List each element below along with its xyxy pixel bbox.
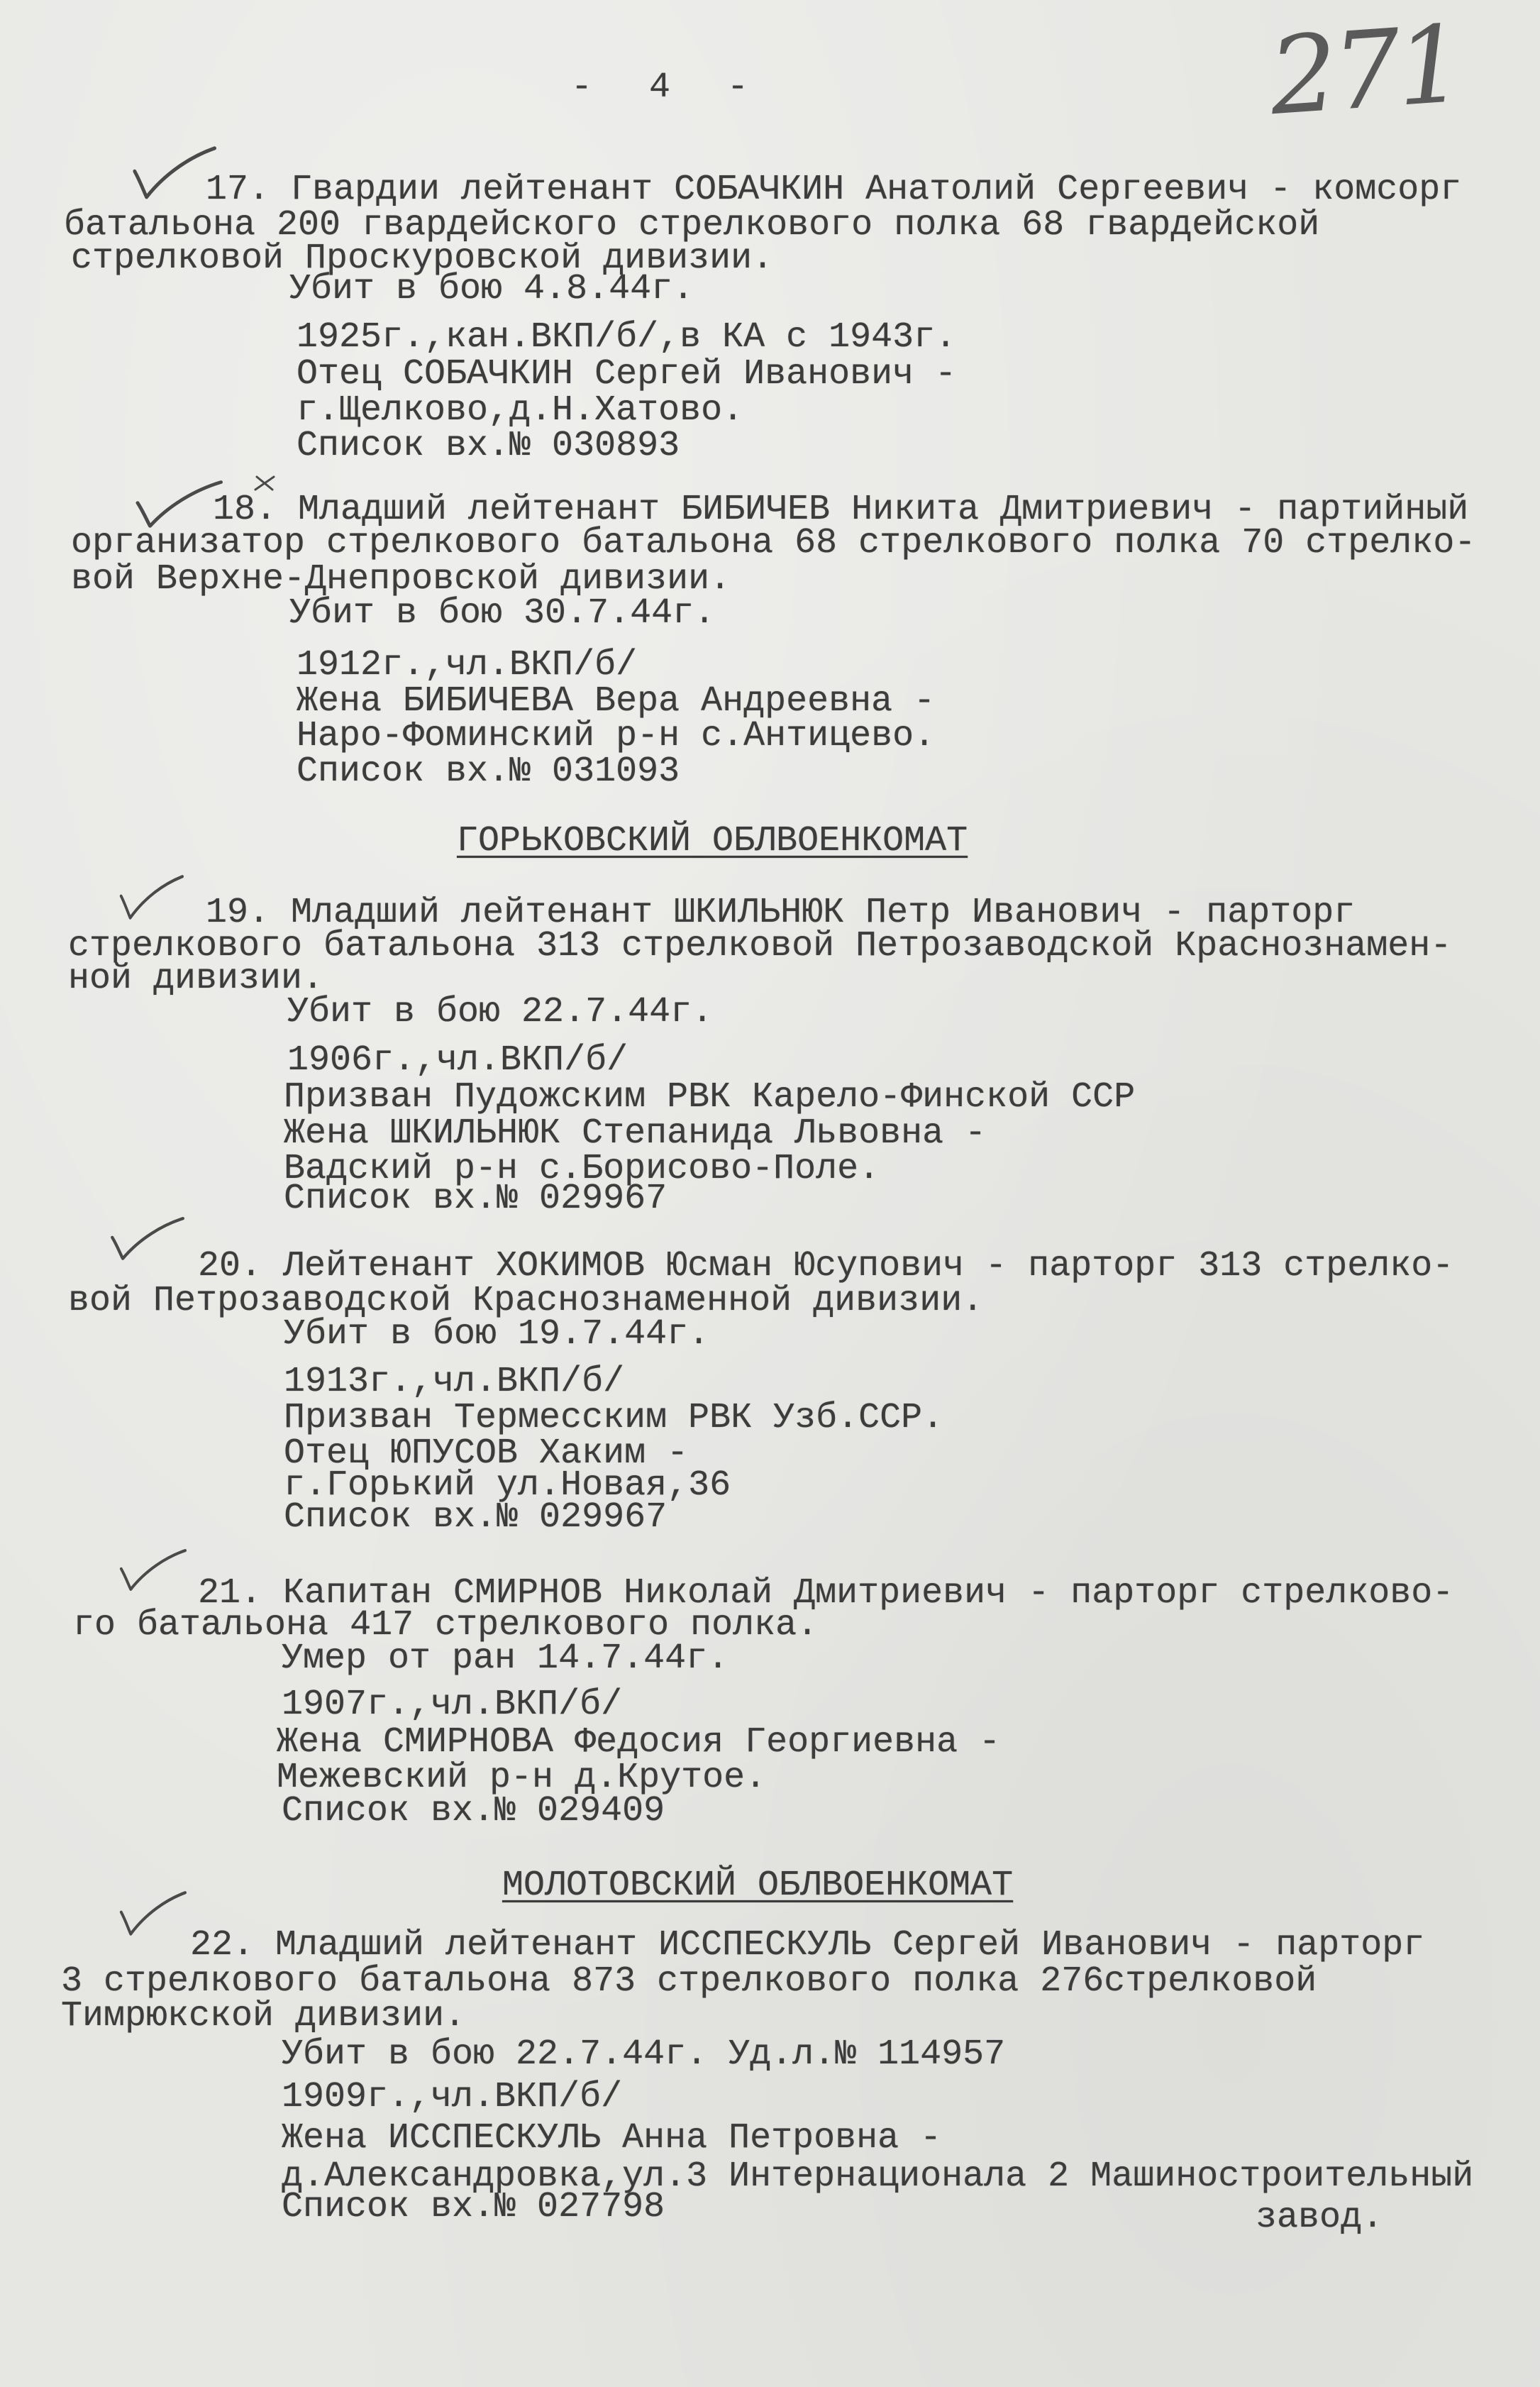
entry-20-relative: Отец ЮПУСОВ Хаким - [284,1433,689,1474]
section-heading-molotov: МОЛОТОВСКИЙ ОБЛВОЕНКОМАТ [502,1865,1014,1906]
entry-18-relative: Жена БИБИЧЕВА Вера Андреевна - [297,681,936,722]
entry-18-address: Наро-Фоминский р-н с.Антицево. [297,716,936,756]
entry-21-death: Умер от ран 14.7.44г. [282,1638,729,1679]
entry-19-line-3: ной дивизии. [68,959,324,999]
section-heading-gorky: ГОРЬКОВСКИЙ ОБЛВОЕНКОМАТ [457,821,968,861]
page-number: - 4 - [571,67,749,108]
entry-22-address-continued: завод. [1256,2198,1384,2238]
entry-20-death: Убит в бою 19.7.44г. [284,1314,710,1355]
entry-18-death: Убит в бою 30.7.44г. [289,593,716,634]
entry-18-line-3: вой Верхне-Днепровской дивизии. [71,559,731,600]
entry-17-relative: Отец СОБАЧКИН Сергей Иванович - [297,354,957,395]
entry-19-address: Вадский р-н с.Борисово-Поле. [284,1149,880,1189]
entry-19-birth-party: 1906г.,чл.ВКП/б/ [287,1040,628,1081]
entry-21-relative: Жена СМИРНОВА Федосия Георгиевна - [277,1722,1001,1763]
entry-20-address: г.Горький ул.Новая,36 [284,1465,731,1506]
entry-17-line-3: стрелковой Проскуровской дивизии. [71,238,774,279]
entry-22-line-1: 22. Младший лейтенант ИССПЕСКУЛЬ Сергей Иванович - парторг [190,1925,1425,1966]
entry-18-line-2: организатор стрелкового батальона 68 стрелкового полка 70 стрелко- [71,523,1476,563]
entry-19-list-number: Список вх.№ 029967 [284,1179,667,1219]
entry-17-list-number: Список вх.№ 030893 [297,426,680,466]
entry-20-line-2: вой Петрозаводской Краснознаменной дивизии. [68,1281,984,1321]
entry-19-conscription: Призван Пудожским РВК Карело-Финской ССР [284,1077,1136,1118]
entry-18-line-1: 18. Младший лейтенант БИБИЧЕВ Никита Дмитриевич - партийный [213,490,1469,530]
entry-21-line-2: го батальона 417 стрелкового полка. [73,1605,819,1645]
entry-22-line-2: 3 стрелкового батальона 873 стрелкового полка 276стрелковой [61,1961,1317,2002]
entry-17-birth-party: 1925г.,кан.ВКП/б/,в КА с 1943г. [297,317,957,358]
checkmark-icon [118,1890,187,1937]
entry-18-list-number: Список вх.№ 031093 [297,751,680,792]
archive-number: 271 [1265,2,1465,140]
entry-17-line-2: батальона 200 гвардейского стрелкового полка 68 гвардейской [64,205,1320,246]
checkmark-icon [118,1548,187,1592]
entry-19-death: Убит в бою 22.7.44г. [287,992,714,1032]
entry-20-conscription: Призван Термесским РВК Узб.ССР. [284,1398,944,1438]
entry-19-relative: Жена ШКИЛЬНЮК Степанида Львовна - [284,1113,987,1154]
entry-22-death: Убит в бою 22.7.44г. Уд.л.№ 114957 [282,2034,1006,2075]
checkmark-icon [109,1216,184,1262]
checkmark-icon [131,145,216,201]
entry-17-address: г.Щелково,д.Н.Хатово. [297,390,744,431]
entry-17-death: Убит в бою 4.8.44г. [289,269,694,309]
entry-22-birth-party: 1909г.,чл.ВКП/б/ [282,2077,623,2117]
checkmark-icon [134,480,223,529]
checkmark-icon [118,874,184,921]
entry-22-line-3: Тимрюкской дивизии. [61,1996,466,2036]
entry-21-address: Межевский р-н д.Крутое. [277,1758,767,1798]
entry-21-list-number: Список вх.№ 029409 [282,1791,665,1831]
entry-22-address: д.Александровка,ул.3 Интернационала 2 Машиностроительный [282,2156,1474,2197]
entry-19-line-1: 19. Младший лейтенант ШКИЛЬНЮК Петр Иванович - парторг [206,893,1356,933]
entry-22-relative: Жена ИССПЕСКУЛЬ Анна Петровна - [282,2118,942,2159]
entry-20-line-1: 20. Лейтенант ХОКИМОВ Юсман Юсупович - парторг 313 стрелко- [198,1246,1454,1286]
entry-17-line-1: 17. Гвардии лейтенант СОБАЧКИН Анатолий Сергеевич - комсорг [206,170,1462,210]
entry-20-birth-party: 1913г.,чл.ВКП/б/ [284,1362,625,1402]
entry-19-line-2: стрелкового батальона 313 стрелковой Петрозаводской Краснознамен- [68,926,1452,966]
entry-22-list-number: Список вх.№ 027798 [282,2187,665,2227]
entry-18-birth-party: 1912г.,чл.ВКП/б/ [297,645,638,685]
entry-20-list-number: Список вх.№ 029967 [284,1497,667,1538]
entry-21-birth-party: 1907г.,чл.ВКП/б/ [282,1685,623,1725]
entry-21-line-1: 21. Капитан СМИРНОВ Николай Дмитриевич - парторг стрелково- [198,1573,1454,1614]
